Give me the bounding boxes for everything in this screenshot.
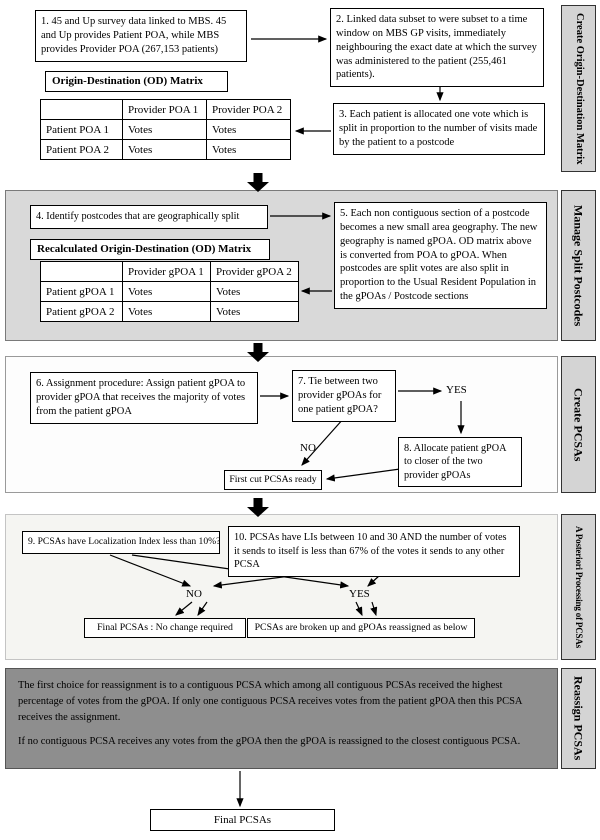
od-col-header: Provider gPOA 1 <box>123 262 211 282</box>
side-label-manage-split-postcodes: Manage Split Postcodes <box>561 190 596 341</box>
od-corner-cell <box>41 100 123 120</box>
reassign-paragraph-2: If no contiguous PCSA receives any votes from the gPOA then the gPOA is reassigned to the closest contiguous PCSA. <box>18 736 521 748</box>
step-10-box: 10. PCSAs have LIs between 10 and 30 AND the number of votes it sends to itself is less than 67% of the votes it sends to any other PCSA <box>228 526 520 577</box>
step-7-box: 7. Tie between two provider gPOAs for one patient gPOA? <box>292 370 396 422</box>
step-4-box: 4. Identify postcodes that are geographically split <box>30 205 268 229</box>
step-6-box: 6. Assignment procedure: Assign patient gPOA to provider gPOA that receives the majority of votes from the patient gPOA <box>30 372 258 424</box>
step-1-box: 1. 45 and Up survey data linked to MBS. 45 and Up provides Patient POA, while MBS provides Provider POA (267,153 patients) <box>35 10 247 62</box>
step-5-box: 5. Each non contiguous section of a postcode becomes a new small area geography. The new geography is named gPOA. OD matrix above is converted from POA to gPOA. When postcodes are split votes are also split in proportion to the Usual Resident Population in the gPOAs / Postcode sections <box>334 202 547 309</box>
final-pcsas-no-change-box: Final PCSAs : No change required <box>84 618 246 638</box>
first-cut-pcsas-box: First cut PCSAs ready <box>224 470 322 490</box>
od-cell: Votes <box>207 120 291 140</box>
side-label-reassign-pcsas: Reassign PCSAs <box>561 668 596 769</box>
od-cell: Votes <box>207 140 291 160</box>
od-col-header: Provider POA 1 <box>123 100 207 120</box>
od-cell: Votes <box>123 120 207 140</box>
od-matrix-title: Origin-Destination (OD) Matrix <box>45 71 228 92</box>
od-row-header: Patient gPOA 2 <box>41 302 123 322</box>
side-label-posteriori-processing: A Posteriori Processing of PCSAs <box>561 514 596 660</box>
od-cell: Votes <box>211 282 299 302</box>
od-col-header: Provider gPOA 2 <box>211 262 299 282</box>
od-row-header: Patient POA 2 <box>41 140 123 160</box>
no-label: NO <box>300 442 316 454</box>
yes-label: YES <box>446 384 467 396</box>
final-pcsas-box: Final PCSAs <box>150 809 335 831</box>
od-row-header: Patient POA 1 <box>41 120 123 140</box>
od-row-header: Patient gPOA 1 <box>41 282 123 302</box>
od-corner-cell <box>41 262 123 282</box>
recalculated-od-matrix-table <box>40 261 299 322</box>
side-label-create-od-matrix: Create Origin-Destination Matrix <box>561 5 596 172</box>
pcsas-broken-up-box: PCSAs are broken up and gPOAs reassigned as below <box>247 618 475 638</box>
step-3-box: 3. Each patient is allocated one vote which is split in proportion to the number of visits made by the patient to a postcode <box>333 103 545 155</box>
step-8-box: 8. Allocate patient gPOA to closer of the two provider gPOAs <box>398 437 522 487</box>
no-label: NO <box>186 588 202 600</box>
od-matrix-table <box>40 99 291 160</box>
step-9-box: 9. PCSAs have Localization Index less than 10%? <box>22 531 220 554</box>
od-cell: Votes <box>123 282 211 302</box>
od-col-header: Provider POA 2 <box>207 100 291 120</box>
yes-label: YES <box>349 588 370 600</box>
reassign-pcsas-panel <box>5 668 558 769</box>
od-cell: Votes <box>211 302 299 322</box>
step-2-box: 2. Linked data subset to were subset to a time window on MBS GP visits, immediately neighbouring the exact date at which the survey was administered to the patient (255,461 patients). <box>330 8 544 87</box>
reassign-paragraph-1: The first choice for reassignment is to a contiguous PCSA which among all contiguous PCSAs received the highest percentage of votes from the gPOA. If only one contiguous PCSA receives votes from the patient gPOA then this PCSA receives the assignment. <box>18 680 522 723</box>
od-cell: Votes <box>123 302 211 322</box>
recalculated-od-matrix-title: Recalculated Origin-Destination (OD) Matrix <box>30 239 270 260</box>
side-label-create-pcsas: Create PCSAs <box>561 356 596 493</box>
od-cell: Votes <box>123 140 207 160</box>
